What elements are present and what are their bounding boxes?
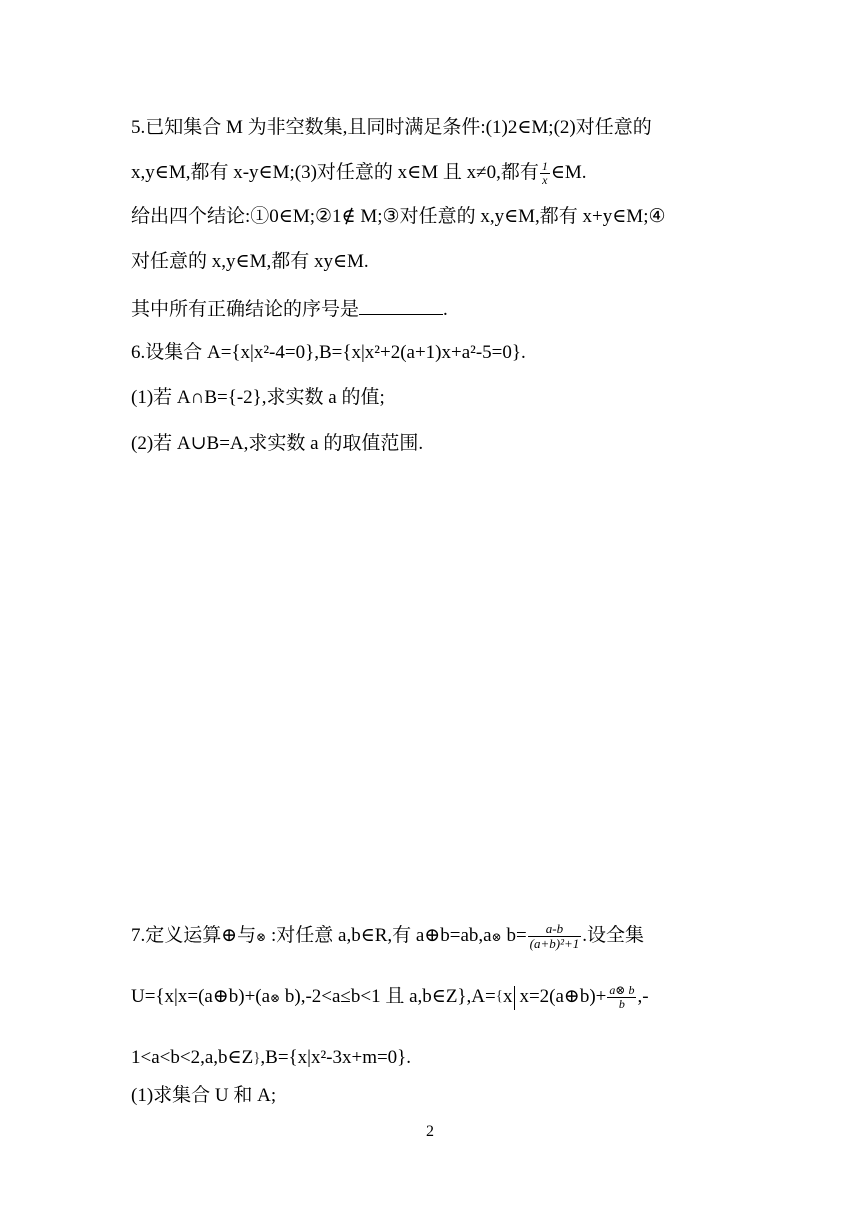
left-brace: { [495,988,503,1004]
q5-line-2 [131,160,587,187]
q7-text: x [502,985,513,1007]
q5-line-4 [131,250,369,274]
q7-text: .设全集 [582,924,645,946]
fraction-otimes-definition [528,922,582,951]
fraction-denominator: x [540,173,550,187]
q6-text: (2)若 A∪B=A,求实数 a 的取值范围. [131,433,424,454]
q7-text: x=2(a⊕b)+ [519,985,607,1007]
q7-text: 7.定义运算⊕与 [131,924,257,946]
q7-text: ,- [637,985,649,1007]
q5-line-5 [131,296,448,322]
q6-line-2 [131,386,385,410]
q7-text: :对任意 a,b∈R,有 a⊕b=ab,a [266,924,492,946]
q7-line-1 [131,922,644,951]
q5-text: 给出四个结论:①0∈M;②1∉ M;③对任意的 x,y∈M,都有 x+y∈M;④ [131,206,666,227]
set-builder-bar [514,986,515,1010]
fraction-1-over-x [540,160,550,187]
page-number: 2 [426,1123,434,1140]
q5-line-1 [131,116,652,140]
otimes-symbol: ⊗ [491,929,502,944]
q5-text: 其中所有正确结论的序号是 [131,299,360,320]
right-brace: } [253,1050,261,1066]
q6-line-1 [131,341,526,365]
answer-blank [359,296,443,315]
q5-text: . [443,299,448,320]
q5-text: 5.已知集合 M 为非空数集,且同时满足条件:(1)2∈M;(2)对任意的 [131,117,652,138]
otimes-symbol: ⊗ [256,929,267,944]
fraction-a-otimes-b-over-b [607,984,636,1011]
q5-text: 对任意的 x,y∈M,都有 xy∈M. [131,251,369,272]
fraction-numerator: a⊗ b [609,983,635,997]
q6-text: 6.设集合 A={x|x²-4=0},B={x|x²+2(a+1)x+a²-5=0}. [131,342,526,363]
fraction-numerator: 1 [541,159,548,173]
q7-text: (1)求集合 U 和 A; [131,1085,277,1106]
q7-text: b),-2<a≤b<1 且 a,b∈Z},A= [280,985,496,1007]
q7-line-2 [131,984,649,1011]
q5-line-3 [131,205,666,229]
q7-text: ,B={x|x²-3x+m=0}. [260,1047,412,1068]
q5-text: x,y∈M,都有 x-y∈M;(3)对任意的 x∈M 且 x≠0,都有 [131,161,539,183]
fraction-denominator: (a+b)²+1 [529,936,580,951]
q7-line-4 [131,1084,276,1108]
q6-line-3 [131,432,423,456]
otimes-symbol: ⊗ [270,990,281,1005]
q5-text: ∈M. [550,161,587,183]
fraction-denominator: b [607,997,636,1011]
q7-text: U={x|x=(a⊕b)+(a [131,985,271,1007]
q7-text: b= [501,924,527,946]
q7-text: 1<a<b<2,a,b∈Z [131,1047,254,1068]
q7-line-3 [131,1046,411,1070]
fraction-numerator: a-b [545,921,564,936]
q6-text: (1)若 A∩B={-2},求实数 a 的值; [131,387,385,408]
